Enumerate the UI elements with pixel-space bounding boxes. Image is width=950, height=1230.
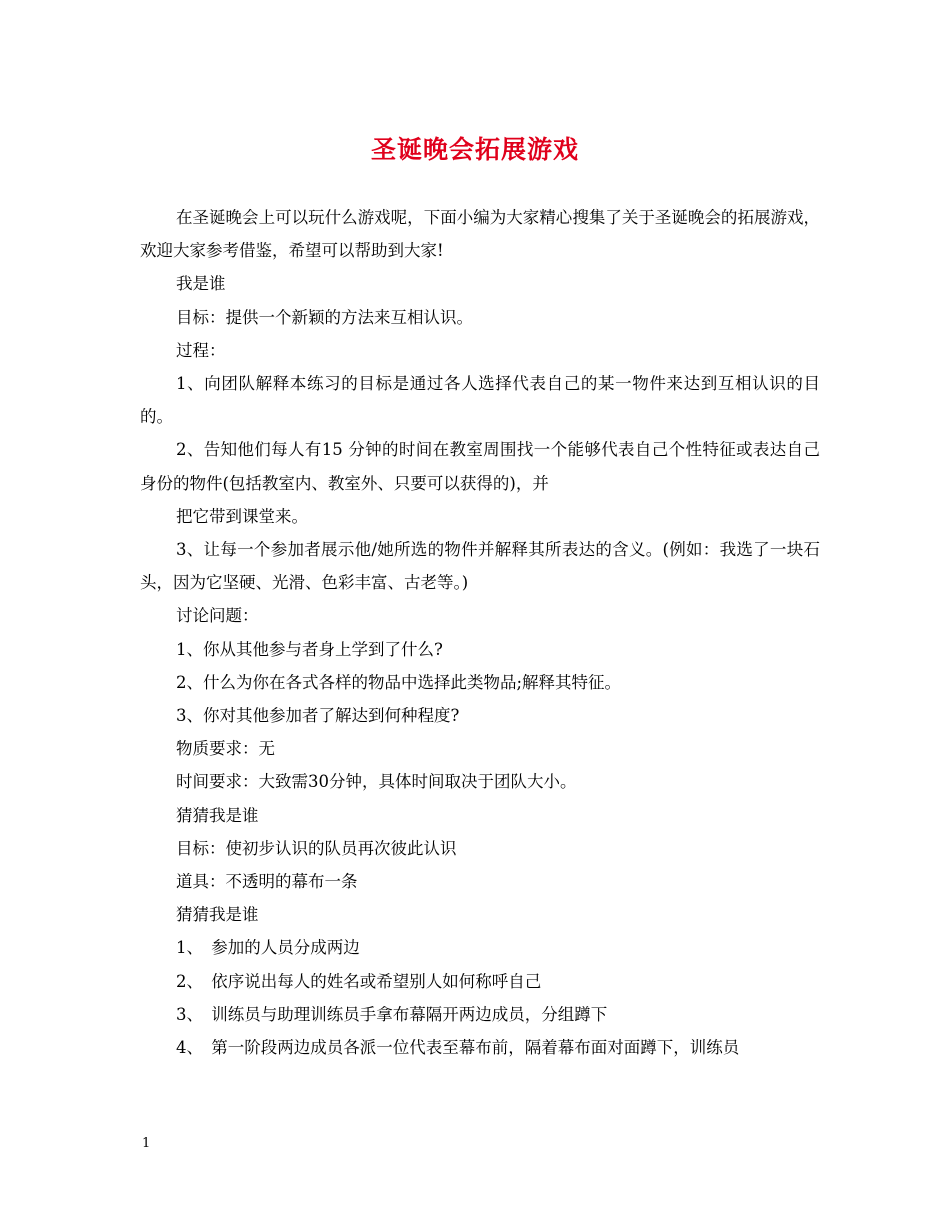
paragraph-intro: 在圣诞晚会上可以玩什么游戏呢，下面小编为大家精心搜集了关于圣诞晚会的拓展游戏，欢迎大家参考借鉴，希望可以帮助到大家! [140, 208, 820, 261]
paragraph-question-3: 3、你对其他参加者了解达到何种程度? [176, 706, 460, 726]
paragraph-rule-2: 2、 依序说出每人的姓名或希望别人如何称呼自己 [176, 971, 542, 991]
paragraph-question-2: 2、什么为你在各式各样的物品中选择此类物品;解释其特征。 [176, 672, 622, 692]
paragraph-step-1: 1、向团队解释本练习的目标是通过各人选择代表自己的某一物件来达到互相认识的目的。 [140, 374, 820, 427]
section-heading-who-am-i: 我是谁 [176, 274, 226, 294]
paragraph-process-label: 过程： [176, 340, 226, 360]
paragraph-guess-goal: 目标：使初步认识的队员再次彼此认识 [176, 838, 457, 858]
paragraph-rule-3: 3、 训练员与助理训练员手拿布幕隔开两边成员，分组蹲下 [176, 1004, 608, 1024]
paragraph-discussion-label: 讨论问题： [176, 606, 259, 626]
paragraph-step-3: 3、让每一个参加者展示他/她所选的物件并解释其所表达的含义。(例如：我选了一块石头，因为它坚硬、光滑、色彩丰富、古老等。) [140, 540, 820, 593]
paragraph-goal: 目标：提供一个新颖的方法来互相认识。 [176, 307, 473, 327]
paragraph-time-requirement: 时间要求：大致需30分钟，具体时间取决于团队大小。 [176, 772, 577, 792]
document-title: 圣诞晚会拓展游戏 [370, 135, 579, 164]
document-body [140, 201, 820, 1064]
paragraph-step-2: 2、告知他们每人有15 分钟的时间在教室周围找一个能够代表自己个性特征或表达自己身份的物件(包括教室内、教室外、只要可以获得的)，并 [140, 440, 820, 493]
paragraph-guess-who-label: 猜猜我是谁 [176, 905, 259, 925]
paragraph-props: 道具：不透明的幕布一条 [176, 872, 358, 892]
paragraph-step-2-continued: 把它带到课堂来。 [176, 506, 308, 526]
paragraph-rule-4: 4、 第一阶段两边成员各派一位代表至幕布前，隔着幕布面对面蹲下，训练员 [176, 1038, 740, 1058]
paragraph-material-requirement: 物质要求：无 [176, 739, 275, 759]
paragraph-rule-1: 1、 参加的人员分成两边 [176, 938, 360, 958]
page-number: 1 [142, 1136, 151, 1151]
section-heading-guess-who: 猜猜我是谁 [176, 805, 259, 825]
paragraph-question-1: 1、你从其他参与者身上学到了什么? [176, 639, 443, 659]
